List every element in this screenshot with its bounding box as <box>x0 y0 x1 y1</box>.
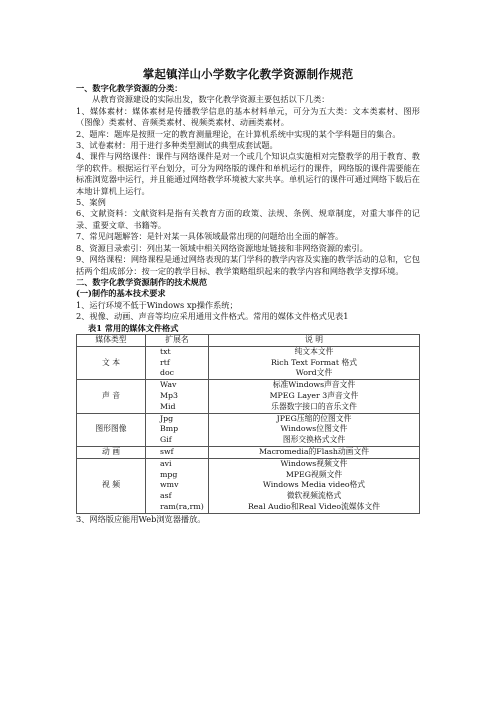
cell-descriptions <box>209 458 420 513</box>
extension-value: asf <box>160 491 172 501</box>
description-value: Word文件 <box>295 368 333 378</box>
after-table-text: 3、网络版应能用Web浏览器播放。 <box>76 513 206 524</box>
section1-heading: 一、数字化教学资源的分类： <box>76 83 183 93</box>
cell-extensions <box>146 380 209 413</box>
description-value: 纯文本文件 <box>294 346 334 356</box>
extension-value: Mp3 <box>160 390 178 400</box>
cell-media-type: 视 频 <box>77 458 146 513</box>
cell-descriptions <box>209 346 420 379</box>
description-value: JPEG压缩的位图文件 <box>276 413 352 423</box>
extension-value: avi <box>160 458 172 468</box>
extension-value: mpg <box>160 469 178 479</box>
description-value: 乐器数字接口的音乐文件 <box>271 401 357 411</box>
description-value: Windows Media video格式 <box>262 480 366 490</box>
cell-descriptions <box>209 380 420 413</box>
extension-value: wmv <box>160 480 179 490</box>
cell-media-type: 声 音 <box>77 380 146 413</box>
list-item: 1、运行环境不低于Windows xp操作系统； <box>76 299 238 310</box>
section1-intro: 从教育资源建设的实际出发，数字化教学资源主要包括以下几类： <box>92 94 330 105</box>
list-item: 9、网络课程：网络课程是通过网络表现的某门学科的教学内容及实施的教学活动的总和，它包括两个组成部分：按一定的教学目标、教学策略组织起来的教学内容和网络教学支撑环境。 <box>76 254 420 276</box>
description-value: 微软视频流格式 <box>286 491 342 501</box>
list-item: 5、案例 <box>76 197 106 208</box>
extension-value: Wav <box>160 380 177 390</box>
cell-media-type: 动 画 <box>77 446 146 458</box>
header-description: 说 明 <box>209 334 420 346</box>
description-value: Macromedia的Flash动画文件 <box>258 446 370 456</box>
table-row <box>77 346 420 379</box>
extension-value: ram(ra,rm) <box>160 501 204 511</box>
section2-subheading: (一)制作的基本技术要求 <box>76 288 166 299</box>
list-item: 2、视像、动画、声音等均应采用通用文件格式。常用的媒体文件格式见表1 <box>76 311 349 322</box>
section1-list <box>76 106 420 277</box>
description-value: Windows位图文件 <box>280 424 348 434</box>
description-value: MPEG Layer 3声音文件 <box>269 390 359 400</box>
cell-media-type: 文 本 <box>77 346 146 379</box>
description-value: 图形交换格式文件 <box>282 435 346 445</box>
cell-descriptions <box>209 446 420 458</box>
description-value: Windows视频文件 <box>280 458 348 468</box>
description-value: Real Audio和Real Video流媒体文件 <box>247 501 381 511</box>
section2-list <box>76 300 420 323</box>
description-value: MPEG视频文件 <box>285 469 343 479</box>
description-value: 标准Windows声音文件 <box>272 380 356 390</box>
extension-value: swf <box>160 446 174 456</box>
extension-value: Bmp <box>160 424 179 434</box>
page-title: 掌起镇洋山小学数字化教学资源制作规范 <box>142 67 354 81</box>
table-caption: 表1 常用的媒体文件格式 <box>88 322 179 333</box>
cell-descriptions <box>209 413 420 446</box>
list-item: 7、常见问题解答：是针对某一具体领域最常出现的问题给出全面的解答。 <box>76 231 344 242</box>
list-item: 2、题库：题库是按照一定的教育测量理论，在计算机系统中实现的某个学科题目的集合。 <box>76 128 401 139</box>
cell-extensions <box>146 458 209 513</box>
header-extension: 扩展名 <box>146 334 209 346</box>
extension-value: rtf <box>160 357 170 367</box>
extension-value: doc <box>160 368 175 378</box>
table-row <box>77 458 420 513</box>
cell-media-type: 图形图像 <box>77 413 146 446</box>
cell-extensions <box>146 446 209 458</box>
list-item: 3、试卷素材：用于进行多种类型测试的典型成套试题。 <box>76 140 278 151</box>
extension-value: Gif <box>160 435 172 445</box>
extension-value: Mid <box>160 401 176 411</box>
list-item: 1、媒体素材：媒体素材是传播教学信息的基本材料单元，可分为五大类：文本类素材、图形（图像）类素材、音频类素材、视频类素材、动画类素材。 <box>76 105 420 128</box>
table-row <box>77 413 420 446</box>
table-header-row <box>77 334 420 346</box>
table-row <box>77 380 420 413</box>
list-item: 6、文献资料：文献资料是指有关教育方面的政策、法规、条例、规章制度，对重大事件的记录、重要文章、书籍等。 <box>76 208 420 230</box>
document-body <box>76 83 420 525</box>
header-media-type: 媒体类型 <box>77 334 146 346</box>
section2-heading: 二、数字化教学资源制作的技术规范 <box>76 276 208 287</box>
list-item: 4、课件与网络课件：课件与网络课件是对一个或几个知识点实施相对完整教学的用于教育、教学的软件。根据运行平台划分，可分为网络版的课件和单机运行的课件，网络版的课件需要能在标准浏览器中运行，并且能通过网络教学环境被大家共享。单机运行的课件可通过网络下载后在本地计算机上运行。 <box>76 151 420 196</box>
cell-extensions <box>146 413 209 446</box>
extension-value: Jpg <box>160 413 174 423</box>
table-row <box>77 446 420 458</box>
extension-value: txt <box>160 346 171 356</box>
media-format-table <box>76 334 420 514</box>
cell-extensions <box>146 346 209 379</box>
description-value: Rich Text Format 格式 <box>270 357 358 367</box>
list-item: 8、资源目录索引：列出某一领域中相关网络资源地址链接和非网络资源的索引。 <box>76 242 368 253</box>
